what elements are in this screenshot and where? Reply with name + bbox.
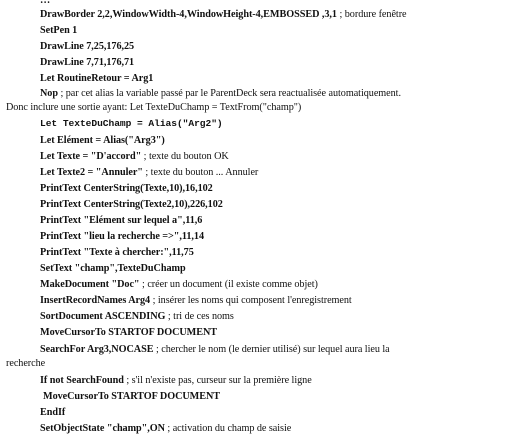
comment: ; texte du bouton OK <box>141 151 229 162</box>
code: SetPen 1 <box>40 25 78 36</box>
code-line <box>40 230 204 243</box>
code: DrawLine 7,25,176,25 <box>40 41 135 52</box>
code: MoveCursorTo STARTOF DOCUMENT <box>40 327 218 338</box>
code-line <box>40 72 153 85</box>
code: SortDocument ASCENDING <box>40 311 166 322</box>
comment: ; créer un document (il existe comme objet) <box>139 279 318 290</box>
code-line <box>40 117 223 130</box>
code-line <box>40 374 312 387</box>
comment: ; par cet alias la variable passé par le ParentDeck sera reactualisée automatiquement. <box>57 88 401 99</box>
code: Let Texte2 = "Annuler" <box>40 167 143 178</box>
code-line <box>40 310 234 323</box>
code-line <box>40 198 223 211</box>
comment: Donc inclure une sortie ayant: Let TexteDuChamp = TextFrom("champ") <box>6 102 302 113</box>
code: If not SearchFound <box>40 375 124 386</box>
code-line <box>40 278 318 291</box>
code: MakeDocument "Doc" <box>40 279 140 290</box>
code: PrintText "Texte à chercher:",11,75 <box>40 247 194 258</box>
code-line <box>40 40 134 53</box>
wrapped-comment-line <box>6 357 45 370</box>
code-line <box>40 246 194 259</box>
clipped-top-line <box>40 0 50 7</box>
code-line <box>43 390 220 403</box>
code: InsertRecordNames Arg4 <box>40 295 151 306</box>
code-line <box>40 326 217 339</box>
code-line <box>40 406 65 419</box>
comment: ; insérer les noms qui composent l'enregistrement <box>150 295 352 306</box>
code: DrawBorder 2,2,WindowWidth-4,WindowHeight-4,EMBOSSED ,3,1 <box>40 9 337 20</box>
code-line <box>40 422 291 435</box>
code-line <box>40 134 165 147</box>
code-line <box>40 8 407 21</box>
code: … <box>40 0 51 6</box>
code: Let TexteDuChamp = Alias("Arg2") <box>40 118 223 129</box>
code-line <box>40 166 258 179</box>
comment: ; s'il n'existe pas, curseur sur la première ligne <box>123 375 312 386</box>
code: MoveCursorTo STARTOF DOCUMENT <box>43 391 221 402</box>
code-line <box>40 150 229 163</box>
code-line <box>40 262 186 275</box>
code: Let Texte = "D'accord" <box>40 151 142 162</box>
comment: ; tri de ces noms <box>165 311 234 322</box>
code-line <box>40 24 77 37</box>
code-line <box>40 214 202 227</box>
comment: ; texte du bouton ... Annuler <box>142 167 259 178</box>
code: PrintText "Elément sur lequel a",11,6 <box>40 215 203 226</box>
comment: recherche <box>6 358 46 369</box>
code: SetText "champ",TexteDuChamp <box>40 263 186 274</box>
comment: ; activation du champ de saisie <box>164 423 292 434</box>
code: PrintText "lieu la recherche =>",11,14 <box>40 231 205 242</box>
code: Nop <box>40 88 58 99</box>
code: PrintText CenterString(Texte,10),16,102 <box>40 183 213 194</box>
wrapped-comment-line <box>6 101 301 114</box>
comment: ; chercher le nom (le dernier utilisé) sur lequel aura lieu la <box>153 344 390 355</box>
code: Let Elément = Alias("Arg3") <box>40 135 165 146</box>
code-line <box>40 343 390 356</box>
code-line <box>40 87 401 100</box>
comment: ; bordure fenêtre <box>336 9 407 20</box>
code: SetObjectState "champ",ON <box>40 423 165 434</box>
code-line <box>40 56 134 69</box>
code: SearchFor Arg3,NOCASE <box>40 344 154 355</box>
code-line <box>40 294 352 307</box>
code: EndIf <box>40 407 66 418</box>
code: PrintText CenterString(Texte2,10),226,102 <box>40 199 223 210</box>
code: DrawLine 7,71,176,71 <box>40 57 135 68</box>
code-line <box>40 182 213 195</box>
code: Let RoutineRetour = Arg1 <box>40 73 154 84</box>
